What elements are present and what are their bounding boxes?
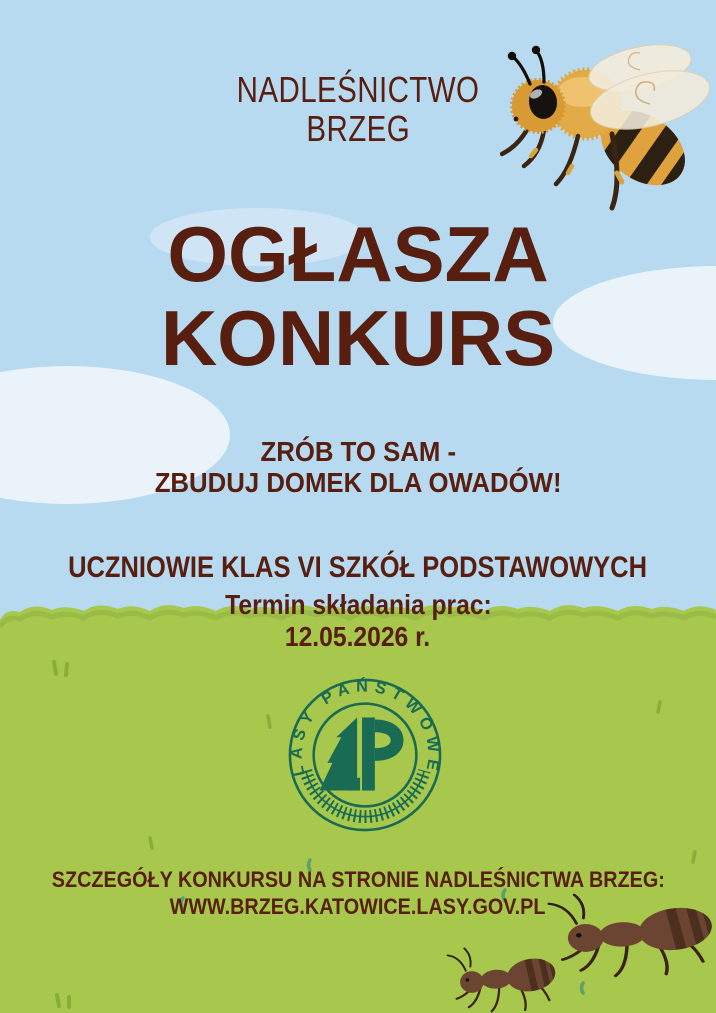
org-line-1: NADLEŚNICTWO (236, 69, 480, 110)
ant-large (549, 895, 716, 976)
bee-illustration (500, 42, 712, 218)
title-line-1: OGŁASZA (167, 210, 549, 298)
bee-head (512, 80, 564, 132)
footer-website: WWW.BRZEG.KATOWICE.LASY.GOV.PL (170, 894, 546, 919)
org-line-2: BRZEG (306, 108, 410, 149)
lasy-panstwowe-logo (286, 676, 444, 834)
ant-small (448, 948, 559, 1011)
title-line-2: KONKURS (160, 294, 556, 382)
subtitle-line-1: ZRÓB TO SAM - (260, 436, 456, 467)
bee-antennae (509, 47, 544, 84)
footer-line-1: SZCZEGÓŁY KONKURSU NA STRONIE NADLEŚNICTWA BRZEG: (51, 867, 665, 892)
deadline-date: 12.05.2026 r. (285, 621, 431, 652)
logo-ring-text: LASY PAŃSTWOWE (287, 677, 443, 778)
bee-mouth (514, 117, 519, 122)
page-title (0, 212, 716, 380)
audience-line: UCZNIOWIE KLAS VI SZKÓŁ PODSTAWOWYCH (68, 551, 648, 584)
deadline-label: Termin składania prac: (224, 589, 492, 620)
deadline-block (0, 589, 716, 653)
ants-illustration (430, 890, 716, 1013)
subtitle-line-2: ZBUDUJ DOMEK DLA OWADÓW! (154, 467, 562, 498)
contest-subtitle (0, 436, 716, 498)
bee-legs (502, 128, 578, 184)
lp-monogram (320, 717, 404, 790)
